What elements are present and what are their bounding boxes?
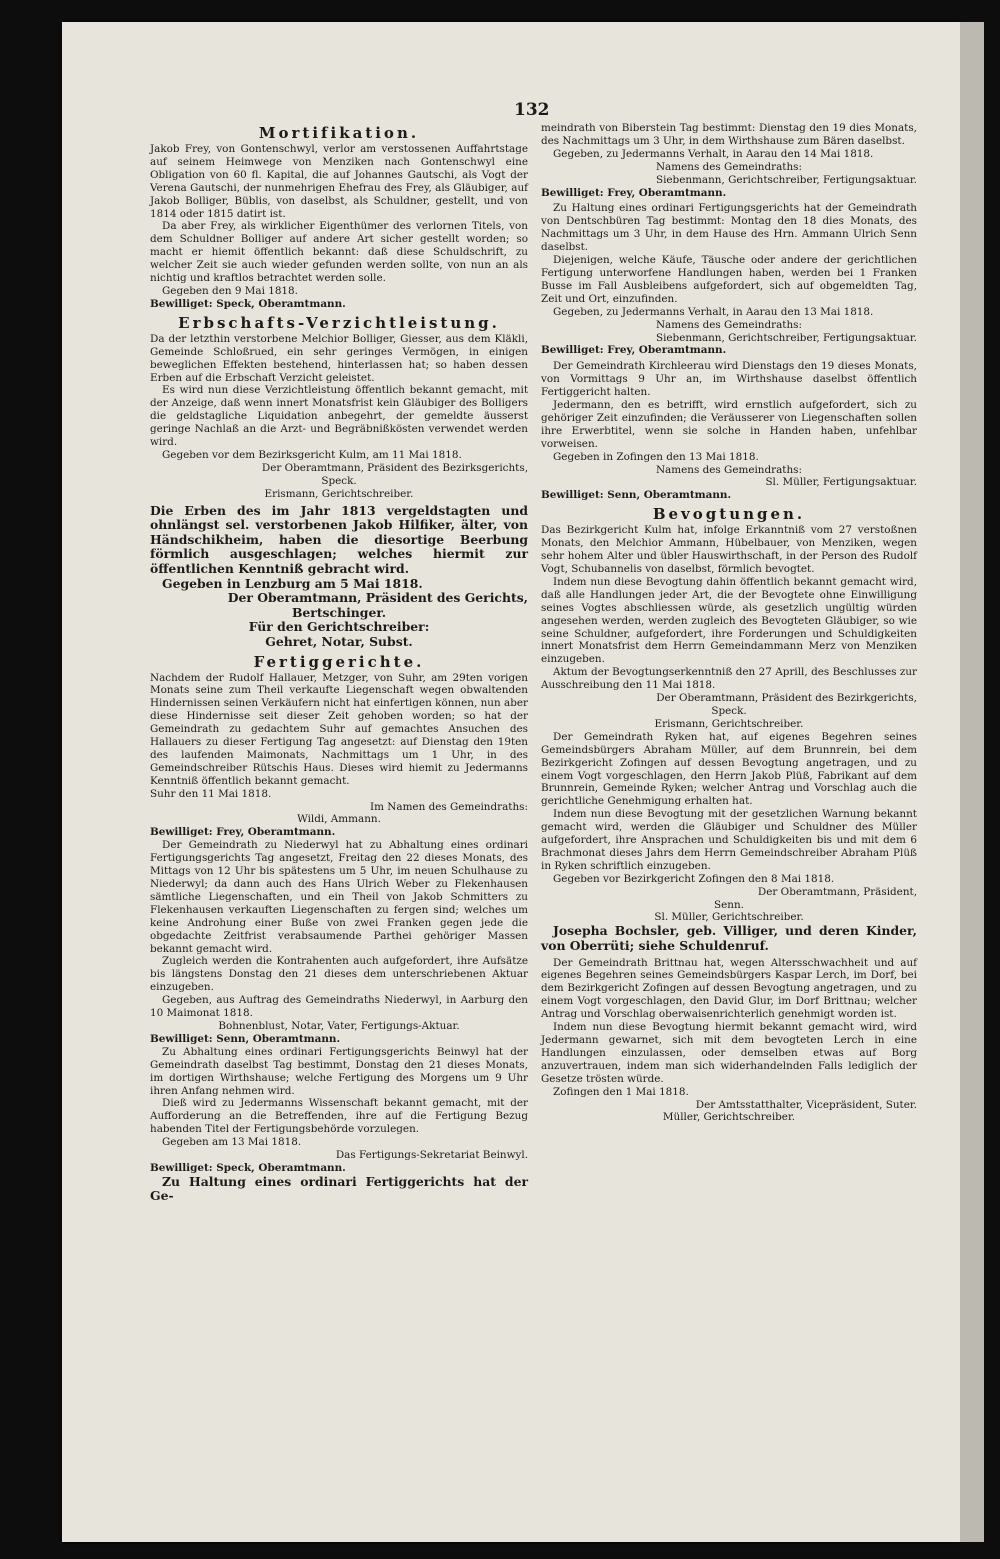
date-line: Gegeben am 13 Mai 1818. bbox=[162, 1136, 302, 1149]
date-line: Gegeben, zu Jedermanns Verhalt, in Aarau den 14 Mai 1818. bbox=[553, 147, 874, 160]
signature: Der Oberamtmann, Präsident des Bezirkgerichts, bbox=[656, 692, 917, 705]
paragraph: Der Gemeindrath Kirchleerau wird Dienstags den 19 dieses Monats, von Vormittags 9 Uhr an, im Wirthshause daselbst öffentlich Fertiggericht halten. bbox=[541, 360, 917, 399]
paragraph: Zugleich werden die Kontrahenten auch aufgefordert, ihre Aufsätze bis längstens Donstag den 21 dieses dem unterschriebenen Aktuar einzugeben. bbox=[150, 955, 528, 994]
paragraph: Nachdem der Rudolf Hallauer, Metzger, von Suhr, am 29ten vorigen Monats seine zum Theil verkaufte Liegenschaft wegen obwaltenden Hindernissen seinen Verkäufern nicht hat einfertigen können, nun aber diese Hindernisse seit dieser Zeit gehoben worden; so hat der Gemeindrath zu gedachtem Suhr auf gemachtes Ansuchen des Hallauers zu dieser Fertigung Tag angesetzt: auf Dienstag den 19ten des laufenden Maimonats, Nachmittags um 1 Uhr, in des Gemeindschreiber Rütschis Haus. Dieses wird hiemit zu Jedermanns Kenntniß öffentlich bekannt gemacht. bbox=[150, 671, 528, 787]
approval-line: Bewilliget: Frey, Oberamtmann. bbox=[150, 826, 336, 839]
paragraph: Die Erben des im Jahr 1813 vergeldstagten und ohnlängst sel. verstorbenen Jakob Hilfiker, älter, von Händschikheim, haben die diesortige Beerbung förmlich ausgeschlagen; welches hiermit zur öffentlichen Kenntniß gebracht wird. bbox=[150, 502, 528, 576]
paragraph: Zu Haltung eines ordinari Fertigungsgerichts hat der Gemeindrath von Dentschbüren Tag bestimmt: Montag den 18 dies Monats, des Nachmittags um 3 Uhr, in dem Hause des Hrn. Ammann Ulrich Senn daselbst. bbox=[541, 202, 917, 254]
approval-line: Bewilliget: Speck, Oberamtmann. bbox=[150, 1161, 346, 1174]
paragraph: Jakob Frey, von Gontenschwyl, verlor am verstossenen Auffahrtstage auf seinem Heimwege von Menziken nach Gontenschwyl eine Obligation von 60 fl. Kapital, die auf Johannes Gautschi, als Vogt der Verena Gautschi, der nunmehrigen Ehefrau des Frey, als Gläubiger, auf Jakob Bolliger, Büblis, von daselbst, als Schuldner, gestellt, und von 1814 oder 1815 datirt ist. bbox=[150, 143, 528, 220]
paragraph: Josepha Bochsler, geb. Villiger, und deren Kinder, von Oberrüti; siehe Schuldenruf. bbox=[541, 923, 917, 953]
date-line: Gegeben den 9 Mai 1818. bbox=[162, 284, 298, 297]
paragraph: Indem nun diese Bevogtung dahin öffentlich bekannt gemacht wird, daß alle Handlungen jeder Art, die der Bevogtete ohne Einwilligung seines Vogtes abschliessen würde, als gesetzlich ungültig würden angesehen werden, werden zugleich des Bevogteten Gläubiger, so wie seine Schuldner, aufgefordert, ihre Forderungen und Schuldigkeiten innert Monatsfrist dem Herrn Gemeindammann Merz von Menziken einzugeben. bbox=[541, 575, 917, 666]
date-line: Gegeben in Lenzburg am 5 Mai 1818. bbox=[162, 575, 423, 591]
heading-fertiggerichte: Fertiggerichte. bbox=[253, 652, 425, 671]
signature: Gehret, Notar, Subst. bbox=[265, 633, 413, 649]
signature: Der Amtsstatthalter, Vicepräsident, Suter. bbox=[695, 1098, 917, 1111]
paragraph: Da aber Frey, als wirklicher Eigenthümer des verlornen Titels, von dem Schuldner Bolliger auf andere Art sicher gestellt worden; so macht er hiemit öffentlich bekannt: daß diese Schuldschrift, zu welcher Zeit sie auch wieder gefunden werden sollte, von nun an als nichtig und kraftlos betrachtet werden solle. bbox=[150, 220, 528, 285]
signature: Bohnenblust, Notar, Vater, Fertigungs-Aktuar. bbox=[218, 1019, 460, 1032]
date-line: Suhr den 11 Mai 1818. bbox=[150, 787, 272, 800]
signature: Speck. bbox=[321, 474, 357, 487]
paragraph: Das Bezirkgericht Kulm hat, infolge Erkanntniß vom 27 verstoßnen Monats, den Melchior Ammann, Hübelbauer, von Menziken, wegen sehr hohem Alter und übler Hauswirthschaft, in der Person des Rudolf Vogt, Schubannelis von daselbst, förmlich bevogtet. bbox=[541, 524, 917, 575]
signature: Erismann, Gerichtschreiber. bbox=[264, 487, 414, 500]
paragraph: Da der letzthin verstorbene Melchior Bolliger, Giesser, aus dem Kläkli, Gemeinde Schloßrued, ein sehr geringes Vermögen, in einigen beweglichen Effekten bestehend, hinterlassen hat; so haben dessen Erben auf die Erbschaft Verzicht geleistet. bbox=[150, 332, 528, 384]
signature: Siebenmann, Gerichtschreiber, Fertigungsaktuar. bbox=[655, 331, 917, 344]
paragraph: Zu Haltung eines ordinari Fertiggerichts hat der Ge- bbox=[150, 1173, 528, 1204]
date-line: Zofingen den 1 Mai 1818. bbox=[553, 1085, 689, 1098]
paragraph: Der Gemeindrath Ryken hat, auf eigenes Begehren seines Gemeindsbürgers Abraham Müller, auf dem Brunnrein, bei dem Bezirkgericht Zofingen auf dessen Bevogtung angetragen, und zu einem Vogt vorgeschlagen, den Herrn Jakob Plüß, Fabrikant auf dem Brunnrein, Gemeinde Ryken; welcher Antrag und Vorschlag auch die gerichtliche Genehmigung erhalten hat. bbox=[541, 730, 917, 808]
left-column bbox=[150, 122, 528, 1204]
right-column bbox=[541, 122, 917, 1124]
approval-line: Bewilliget: Speck, Oberamtmann. bbox=[150, 297, 346, 310]
signature: Sl. Müller, Gerichtschreiber. bbox=[654, 911, 804, 924]
paragraph: Es wird nun diese Verzichtleistung öffentlich bekannt gemacht, mit der Anzeige, daß wenn innert Monatsfrist kein Gläubiger des Bolligers die geldstagliche Liquidation anbegehrt, der gemeldte äusserst geringe Nachlaß an die Arzt- und Begräbnißkösten verwendet werden wird. bbox=[150, 384, 528, 449]
signature: Senn. bbox=[714, 898, 744, 911]
date-line: Gegeben in Zofingen den 13 Mai 1818. bbox=[553, 450, 759, 463]
approval-line: Bewilliget: Frey, Oberamtmann. bbox=[541, 186, 727, 199]
paragraph: Diejenigen, welche Käufe, Täusche oder andere der gerichtlichen Fertigung unterworfene Handlungen haben, werden bei 1 Franken Busse im Fall Ausbleibens aufgefordert, sich auf obgemeldten Tag, Zeit und Ort, einzufinden. bbox=[541, 254, 917, 305]
signature: Der Oberamtmann, Präsident des Bezirksgerichts, bbox=[261, 461, 528, 474]
signature: Im Namen des Gemeindraths: bbox=[370, 800, 528, 813]
paragraph: Der Gemeindrath zu Niederwyl hat zu Abhaltung eines ordinari Fertigungsgerichts Tag angesetzt, Freitag den 22 dieses Monats, des Mittags von 12 Uhr bis spätestens um 5 Uhr, im neuen Schulhause zu Niederwyl; da dann auch des Hans Ulrich Weber zu Flekenhausen sämtliche Liegenschaften, und ein Theil von Jakob Schmitters zu Flekenhausen verkauften Liegenschaften zu fergen sind; welches um keine Androhung einer Buße von zwei Franken gegen jede die obgedachte Zeitfrist verabsaumende Parthei gehöriger Massen bekannt gemacht wird. bbox=[150, 839, 528, 955]
paragraph: Dieß wird zu Jedermanns Wissenschaft bekannt gemacht, mit der Aufforderung an die Betreffenden, ihre auf die Fertigung Bezug habenden Titel der Fertigungsbehörde vorzulegen. bbox=[150, 1097, 528, 1136]
paragraph: Indem nun diese Bevogtung hiermit bekannt gemacht wird, wird Jedermann gewarnet, sich mit dem bevogteten Lerch in eine Handlungen einzulassen, oder demselben etwas auf Borg anzuvertrauen, indem man sich widerhandelnden Falls lediglich der Gesetze trösten würde. bbox=[541, 1021, 917, 1085]
signature: Bertschinger. bbox=[291, 604, 387, 620]
next-page-edge bbox=[960, 22, 984, 1542]
paragraph: Gegeben, aus Auftrag des Gemeindraths Niederwyl, in Aarburg den 10 Maimonat 1818. bbox=[150, 994, 528, 1020]
signature: Wildi, Ammann. bbox=[297, 813, 381, 826]
signature: Für den Gerichtschreiber: bbox=[248, 619, 430, 635]
approval-line: Bewilliget: Frey, Oberamtmann. bbox=[541, 344, 727, 357]
signature: Das Fertigungs-Sekretariat Beinwyl. bbox=[335, 1149, 528, 1162]
signature: Sl. Müller, Fertigungsaktuar. bbox=[765, 476, 917, 489]
approval-line: Bewilliget: Senn, Oberamtmann. bbox=[541, 489, 732, 502]
signature: Müller, Gerichtschreiber. bbox=[662, 1111, 796, 1124]
date-line: Gegeben vor dem Bezirksgericht Kulm, am 11 Mai 1818. bbox=[162, 448, 462, 461]
heading-bevogtungen: Bevogtungen. bbox=[652, 505, 806, 524]
date-line: Gegeben, zu Jedermanns Verhalt, in Aarau den 13 Mai 1818. bbox=[553, 305, 874, 318]
signature: Namens des Gemeindraths: bbox=[655, 463, 803, 476]
signature: Namens des Gemeindraths: bbox=[655, 318, 803, 331]
page-number: 132 bbox=[514, 100, 550, 120]
date-line: Gegeben vor Bezirkgericht Zofingen den 8 Mai 1818. bbox=[553, 872, 835, 885]
signature: Siebenmann, Gerichtschreiber, Fertigungsaktuar. bbox=[655, 173, 917, 186]
paragraph: Indem nun diese Bevogtung mit der gesetzlichen Warnung bekannt gemacht wird, werden die Gläubiger und Schuldner des Müller aufgefordert, ihre Ansprachen und Schuldigkeiten bis und mit dem 6 Brachmonat dieses Jahrs dem Herrn Gemeindschreiber Abraham Plüß in Ryken schriftlich einzugeben. bbox=[541, 808, 917, 872]
heading-mortifikation: Mortifikation. bbox=[258, 124, 420, 142]
paragraph: Zu Abhaltung eines ordinari Fertigungsgerichts Beinwyl hat der Gemeindrath daselbst Tag bestimmt, Donstag den 21 dieses Monats, im dortigen Wirthshause; welche Fertigung des Morgens um 9 Uhr ihren Anfang nehmen wird. bbox=[150, 1045, 528, 1097]
signature: Der Oberamtmann, Präsident des Gerichts, bbox=[227, 590, 528, 606]
paragraph: Jedermann, den es betrifft, wird ernstlich aufgefordert, sich zu gehöriger Zeit einzufinden; die Veräusserer von Liegenschaften sollen ihre Erwerbtitel, wenn sie solche in Handen haben, unfehlbar vorweisen. bbox=[541, 399, 917, 450]
signature: Namens des Gemeindraths: bbox=[655, 160, 803, 173]
paragraph: meindrath von Biberstein Tag bestimmt: Dienstag den 19 dies Monats, des Nachmittags um 3 Uhr, in dem Wirthshause zum Bären daselbst. bbox=[541, 122, 917, 147]
signature: Speck. bbox=[711, 704, 747, 717]
paragraph: Aktum der Bevogtungserkenntniß den 27 Aprill, des Beschlusses zur Ausschreibung den 11 Mai 1818. bbox=[541, 666, 917, 692]
approval-line: Bewilliget: Senn, Oberamtmann. bbox=[150, 1032, 341, 1045]
signature: Der Oberamtmann, Präsident, bbox=[757, 885, 917, 898]
paragraph: Der Gemeindrath Brittnau hat, wegen Altersschwachheit und auf eigenes Begehren seines Gemeindsbürgers Kaspar Lerch, im Dorf, bei dem Bezirkgericht Zofingen auf dessen Bevogtung angetragen, und zu einem Vogt vorgeschlagen, den David Glur, im Dorf Brittnau; welcher Antrag und Vorschlag oberwaisenrichterlich genehmigt worden ist. bbox=[541, 956, 917, 1021]
heading-erbschaft: Erbschafts-Verzichtleistung. bbox=[178, 313, 500, 332]
signature: Erismann, Gerichtschreiber. bbox=[654, 717, 804, 730]
